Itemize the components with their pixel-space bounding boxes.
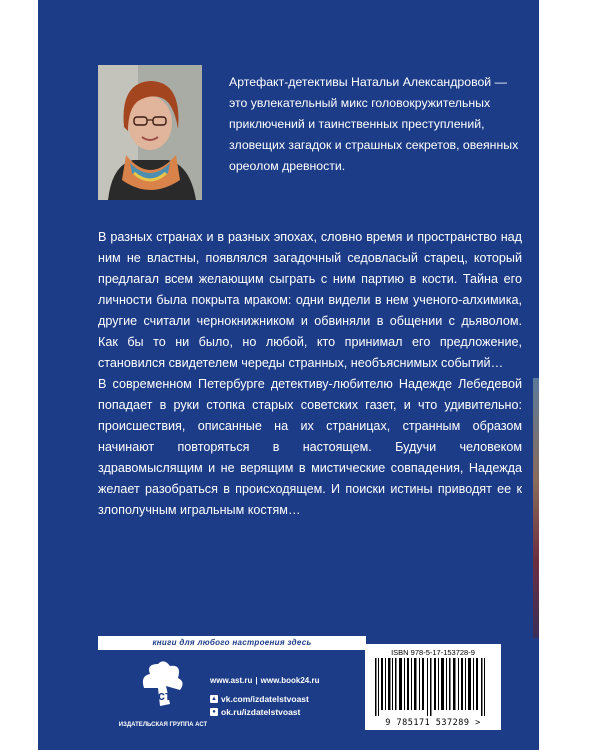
publisher-footer: [98, 636, 522, 736]
tagline: книги для любого настроения здесь: [98, 636, 366, 650]
websites: [210, 676, 319, 685]
front-cover-edge: [533, 378, 539, 638]
barcode-panel: [365, 644, 501, 730]
social-links: [210, 692, 309, 718]
site-separator: |: [255, 676, 258, 685]
author-blurb-text: Артефакт-детективы Натальи Александровой — это увлекательный микс головокружительных приключений и таинственных преступлений, зловещих загадок и страшных секретов, овеянных ореолом древности.: [229, 75, 519, 173]
synopsis-paragraph-2: В современном Петербурге детективу-любителю Надежде Лебедевой попадает в руки стопка старых советских газет, и что удивительно: происшествия, описанные на их страницах, странным образом начинают повторяться в настоящем. Будучи человеком здравомыслящим и не верящим в мистические совпадения, Надежда желает разобраться в происходящем. И поиски истины приводят ее к злополучным игральным костям…: [98, 377, 522, 517]
vk-link-row[interactable]: [210, 692, 309, 705]
ok-icon: ●: [210, 708, 218, 716]
isbn-label: ISBN 978-5-17-153728-9: [391, 648, 475, 657]
site-book24[interactable]: www.book24.ru: [260, 676, 320, 685]
synopsis: [98, 227, 522, 521]
publisher-name: ИЗДАТЕЛЬСКАЯ ГРУППА АСТ: [118, 722, 208, 728]
barcode-bars: [373, 658, 493, 716]
ast-logo: [136, 658, 186, 714]
site-ast[interactable]: www.ast.ru: [210, 676, 253, 685]
synopsis-paragraph-1: В разных странах и в разных эпохах, словно время и пространство над ним не властны, появлялся загадочный седовласый старец, который предлагал всем желающим сыграть с ним партию в кости. Тайна его личности была покрыта мраком: одни видели в нем ученого-алхимика, другие считали чернокнижником и обвиняли в общении с дьяволом. Как бы то ни было, но любой, кто принимал его предложение, становился свидетелем череды странных, необъяснимых событий…: [98, 230, 522, 370]
barcode-number: 9 785171 537289 >: [385, 718, 481, 728]
ok-link[interactable]: ok.ru/izdatelstvoast: [221, 706, 301, 717]
author-photo: [98, 65, 202, 200]
logo-text: аст: [150, 688, 172, 703]
vk-link[interactable]: vk.com/izdatelstvoast: [221, 693, 309, 704]
ok-link-row[interactable]: [210, 705, 309, 718]
author-blurb: [229, 72, 519, 177]
vk-icon: ▲: [211, 695, 217, 702]
